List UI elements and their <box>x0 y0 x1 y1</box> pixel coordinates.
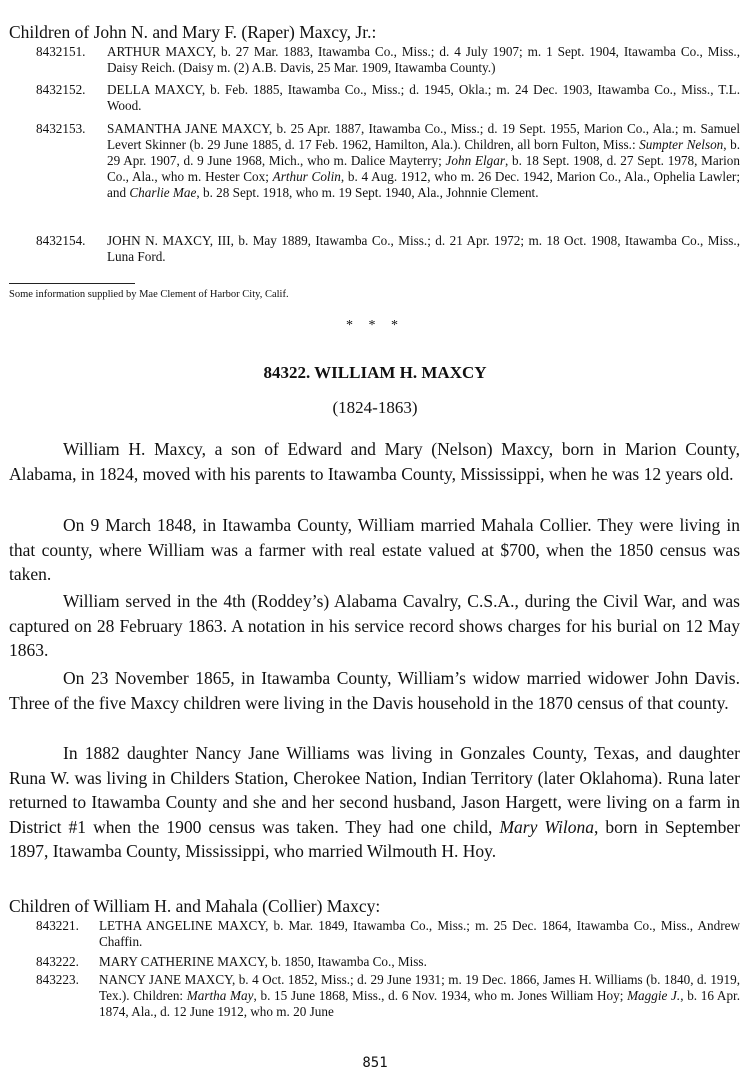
paragraph: William H. Maxcy, a son of Edward and Mary (Nelson) Maxcy, born in Marion County, Alabama, in 1824, moved with his parents to Itawamba County, Mississippi, when he was 12 years old. <box>9 439 740 484</box>
list-item <box>36 233 740 265</box>
entry-text-part: NANCY JANE MAXCY, b. 4 Oct. 1852, Miss.; d. 29 June 1931; m. 19 Dec. 1866, James H. Williams (b. 1840, d. 1919, Tex.). Children: <box>99 972 740 1003</box>
entry-number: 843223. <box>36 972 79 987</box>
list-item <box>36 82 740 114</box>
list-item <box>36 44 740 76</box>
list-item <box>36 954 740 970</box>
entry-number: 8432154. <box>36 233 86 248</box>
entry-text <box>107 121 740 201</box>
entry-number: 843221. <box>36 918 79 933</box>
list-item <box>36 972 740 1020</box>
child-name: Arthur Colin <box>272 169 341 184</box>
paragraph-text: , born in September 1897, Itawamba County, Mississippi, who married Wilmouth H. Hoy. <box>9 816 740 861</box>
entry-number: 843222. <box>36 954 79 969</box>
entry-text: ARTHUR MAXCY, b. 27 Mar. 1883, Itawamba Co., Miss.; d. 4 July 1907; m. 1 Sept. 1904, Itawamba Co., Miss., Daisy Reich. (Daisy m. (2) A.B. Davis, 25 Mar. 1909, Itawamba County.) <box>107 44 740 75</box>
child-name: Sumpter Nelson <box>639 137 724 152</box>
entry-text-part: , b. 29 Apr. 1907, d. 9 June 1968, Mich., who m. Dalice Mayterry; <box>107 137 740 168</box>
child-name: Mary Wilona <box>499 816 594 837</box>
paragraph: On 23 November 1865, in Itawamba County, William’s widow married widower John Davis. Three of the five Maxcy children were living in the Davis household in the 1870 census of that county. <box>9 668 740 713</box>
section2-heading: Children of William H. and Mahala (Collier) Maxcy: <box>9 896 381 916</box>
footnote-rule <box>9 283 135 284</box>
entry-text-part: , b. 16 Apr. 1874, Ala., d. 12 June 1912, who m. 20 June <box>99 988 741 1019</box>
section1-heading: Children of John N. and Mary F. (Raper) Maxcy, Jr.: <box>9 22 377 42</box>
entry-text-part: , b. 4 Aug. 1912, who m. 26 Dec. 1942, Marion Co., Ala., Ophelia Lawler; and <box>107 169 740 200</box>
entry-text <box>99 972 740 1020</box>
entry-text-part: SAMANTHA JANE MAXCY, b. 25 Apr. 1887, Itawamba Co., Miss.; d. 19 Sept. 1955, Marion Co., Ala.; m. Samuel Levert Skinner (b. 29 June 1885, d. 17 Feb. 1962, Hamilton, Ala.). Children, all born Fulton, Miss.: <box>107 121 740 152</box>
paragraph: William served in the 4th (Roddey’s) Alabama Cavalry, C.S.A., during the Civil War, and was captured on 28 February 1863. A notation in his service record shows charges for his burial on 12 May 1863. <box>9 591 740 660</box>
child-name: John Elgar <box>445 153 505 168</box>
section-title: 84322. WILLIAM H. MAXCY <box>263 363 487 382</box>
entry-text-part: , b. 28 Sept. 1918, who m. 19 Sept. 1940, Ala., Johnnie Clement. <box>196 185 539 200</box>
entry-text-part: , b. 15 June 1868, Miss., d. 6 Nov. 1934, who m. Jones William Hoy; <box>253 988 628 1003</box>
entry-number: 8432152. <box>36 82 86 97</box>
list-item <box>36 121 740 201</box>
entry-text: LETHA ANGELINE MAXCY, b. Mar. 1849, Itawamba Co., Miss.; m. 25 Dec. 1864, Itawamba Co., Miss., Andrew Chaffin. <box>99 918 740 949</box>
entry-text-part: , b. 18 Sept. 1908, d. 27 Sept. 1978, Marion Co., Ala., who m. Hester Cox; <box>107 153 740 184</box>
entry-number: 8432151. <box>36 44 86 59</box>
entry-text: MARY CATHERINE MAXCY, b. 1850, Itawamba Co., Miss. <box>99 954 427 969</box>
entry-text: JOHN N. MAXCY, III, b. May 1889, Itawamba Co., Miss.; d. 21 Apr. 1972; m. 18 Oct. 1908, Itawamba Co., Miss., Luna Ford. <box>107 233 740 264</box>
section-dates: (1824-1863) <box>332 398 418 417</box>
section-separator: * * * <box>346 318 404 333</box>
entry-text: DELLA MAXCY, b. Feb. 1885, Itawamba Co., Miss.; d. 1945, Okla.; m. 24 Dec. 1903, Itawamba Co., Miss., T.L. Wood. <box>107 82 740 113</box>
paragraph: On 9 March 1848, in Itawamba County, William married Mahala Collier. They were living in that county, where William was a farmer with real estate valued at $700, when the 1850 census was taken. <box>9 515 740 584</box>
child-name: Maggie J. <box>627 988 681 1003</box>
paragraph <box>9 741 740 864</box>
page-number: 851 <box>362 1055 388 1071</box>
child-name: Charlie Mae <box>129 185 197 200</box>
entry-number: 8432153. <box>36 121 86 136</box>
footnote: Some information supplied by Mae Clement of Harbor City, Calif. <box>9 289 289 300</box>
child-name: Martha May <box>186 988 254 1003</box>
list-item <box>36 918 740 950</box>
paragraph-text: In 1882 daughter Nancy Jane Williams was living in Gonzales County, Texas, and daughter Runa W. was living in Childers Station, Cherokee Nation, Indian Territory (later Oklahoma). Runa later returned to Itawamba County and she and her second husband, Jason Hargett, were living on a farm in District #1 when the 1900 census was taken. They had one child, <box>9 743 740 837</box>
